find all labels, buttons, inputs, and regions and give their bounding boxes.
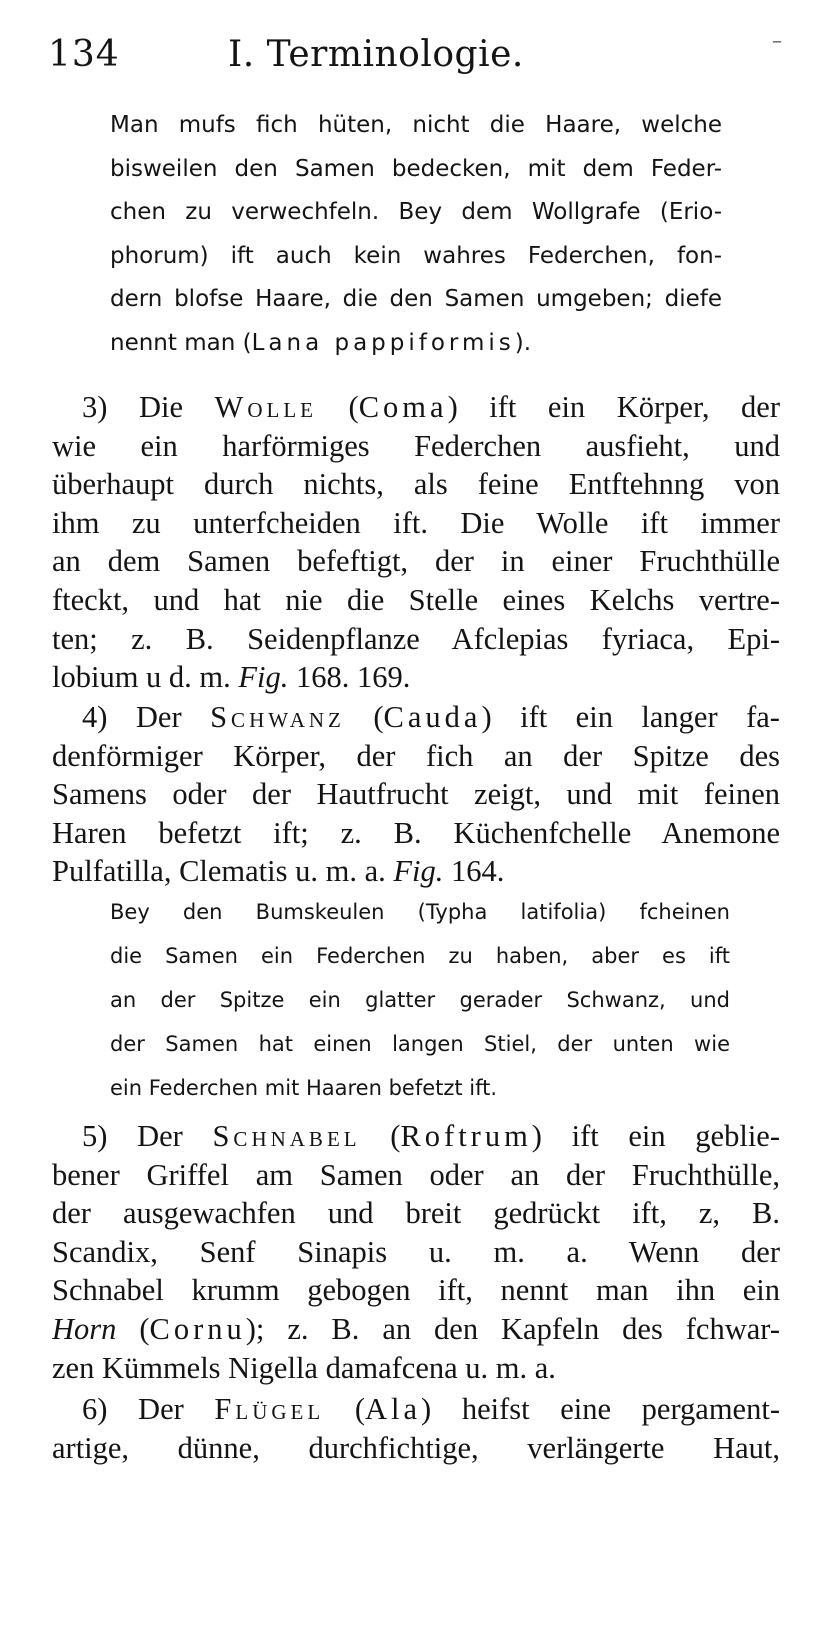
term-heading: Schwanz (210, 700, 345, 734)
paragraph-wolle (52, 388, 780, 697)
text-line (52, 698, 780, 737)
text-line: wie ein harförmiges Federchen ausfieht, und (52, 428, 780, 463)
figure-ref: Fig. (238, 660, 289, 695)
text-run: 168. 169. (288, 660, 411, 695)
text-line: denförmiger Körper, der fich an der Spitze des (52, 738, 780, 773)
text-run: 5) Der (82, 1119, 213, 1153)
text-line (52, 388, 780, 427)
latin-term: Lana pappiformis (251, 329, 515, 356)
text-line: ihm zu unterfcheiden ift. Die Wolle ift immer (52, 505, 780, 540)
paragraph-schwanz (52, 698, 780, 891)
text-line: Bey den Bumskeulen (Typha latifolia) fcheinen (110, 900, 730, 924)
text-run: ) ift ein geblie- (531, 1119, 780, 1153)
text-run: lobium u d. m. (52, 660, 239, 695)
text-run: ( (116, 1311, 150, 1346)
text-run: ( (344, 700, 384, 734)
text-line: der ausgewachfen und breit gedrückt ift, z, B. (52, 1196, 780, 1231)
text-line: überhaupt durch nichts, als feine Entftehnng von (52, 467, 780, 502)
text-run: ( (316, 390, 359, 424)
text-run: ). (514, 329, 532, 356)
paragraph-schnabel (52, 1117, 780, 1387)
term-italic: Horn (52, 1311, 117, 1346)
text-line: ein Federchen mit Haaren befetzt ift. (110, 1076, 498, 1100)
paragraph-fluegel (52, 1390, 780, 1467)
text-line: Haren befetzt ift; z. B. Küchenfchelle Anemone (52, 815, 780, 850)
latin-term: Coma (358, 390, 448, 424)
text-run: 6) Der (82, 1392, 215, 1426)
latin-term: Cornu (149, 1311, 246, 1346)
figure-ref: Fig. (393, 854, 444, 889)
term-heading: Schnabel (212, 1119, 361, 1153)
text-line: die Samen ein Federchen zu haben, aber es ift (110, 944, 730, 968)
text-line: ten; z. B. Seidenpflanze Afclepias fyriaca, Epi- (52, 621, 780, 656)
text-line (52, 1310, 780, 1349)
text-run: ) heifst eine pergament- (421, 1392, 780, 1426)
text-run: ) ift ein langer fa- (481, 700, 780, 734)
text-run: 3) Die (82, 390, 215, 424)
text-line: bisweilen den Samen bedecken, mit dem Feder- (110, 155, 722, 182)
term-heading: Flügel (214, 1392, 325, 1426)
text-line (110, 322, 722, 366)
text-line: bener Griffel am Samen oder an der Fruchthülle, (52, 1157, 780, 1192)
running-title: I. Terminologie. (228, 34, 524, 75)
text-line: an der Spitze ein glatter gerader Schwanz, und (110, 988, 730, 1012)
text-line: Samens oder der Hautfrucht zeigt, und mit feinen (52, 777, 780, 812)
text-line (52, 1117, 780, 1156)
text-line: chen zu verwechfeln. Bey dem Wollgrafe (Erio- (110, 199, 722, 225)
latin-term: Cauda (383, 700, 482, 734)
text-line (52, 852, 780, 891)
text-line: dern blofse Haare, die den Samen umgeben; diefe (110, 286, 722, 312)
latin-term: Ala (364, 1392, 422, 1426)
text-line: zen Kümmels Nigella damafcena u. m. a. (52, 1350, 556, 1385)
text-line: Man mufs fich hüten, nicht die Haare, welche (110, 112, 722, 138)
text-run: 164. (443, 854, 505, 889)
text-run: ( (324, 1392, 365, 1426)
text-line: der Samen hat einen langen Stiel, der unten wie (110, 1032, 730, 1056)
text-run: ); z. B. an den Kapfeln des fchwar- (245, 1311, 780, 1346)
text-line: Schnabel krumm gebogen ift, nennt man ihn ein (52, 1273, 780, 1308)
text-run: ( (360, 1119, 401, 1153)
text-line: artige, dünne, durchfichtige, verlängerte Haut, (52, 1430, 780, 1465)
page-number: 134 (48, 34, 120, 75)
page-header (48, 28, 788, 88)
term-heading: Wolle (214, 390, 317, 424)
note-pappus-hairs (110, 104, 722, 365)
note-typha (110, 890, 730, 1110)
text-line: an dem Samen befeftigt, der in einer Fruchthülle (52, 544, 780, 579)
latin-term: Roftrum (400, 1119, 532, 1153)
text-run: nennt man ( (110, 329, 252, 356)
text-line: Scandix, Senf Sinapis u. m. a. Wenn der (52, 1234, 780, 1269)
text-line: fteckt, und hat nie die Stelle eines Kelchs vertre- (52, 582, 780, 617)
text-run: Pulfatilla, Clematis u. m. a. (52, 854, 394, 889)
text-run: 4) Der (82, 700, 211, 734)
text-run: ) ift ein Körper, der (447, 390, 780, 424)
text-line (52, 658, 780, 697)
text-line (52, 1390, 780, 1429)
text-line: phorum) ift auch kein wahres Federchen, fon- (110, 242, 722, 269)
corner-mark: – (772, 28, 782, 52)
